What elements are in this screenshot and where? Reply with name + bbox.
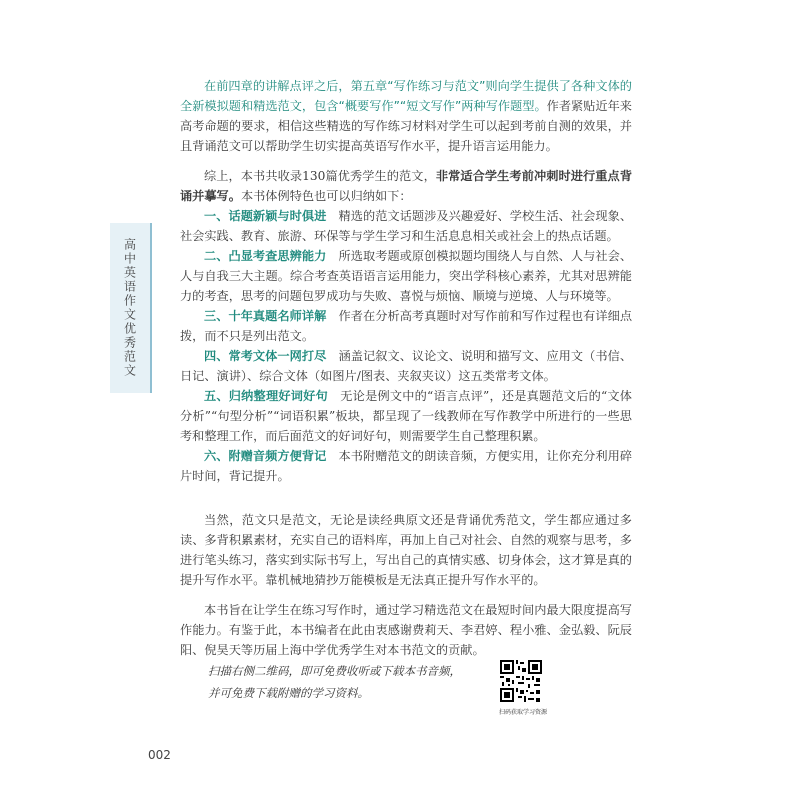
feature-item: [180, 346, 632, 386]
summary-plain: 综上，本书共收录130篇优秀学生的范文，: [204, 169, 436, 183]
intro-paragraph: [180, 76, 632, 156]
closing-paragraph: 当然，范文只是范文，无论是读经典原文还是背诵优秀范文，学生都应通过多读、多背积累素材，充实自己的语料库，再加上自己对社会、自然的观察与思考，多进行笔头练习，落实到实际书写上，写出自己的真情实感、切身体会，这才算是真的提升写作水平。靠机械地猜抄万能模板是无法真正提升写作水平的。: [180, 513, 632, 587]
page-body: [180, 76, 632, 660]
feature-heading: 五、归纳整理好词好句: [204, 389, 328, 403]
feature-heading: 六、附赠音频方便背记: [204, 449, 327, 463]
summary-bold: 非常适合学生考前冲刺时进行重点背诵并摹写。: [180, 169, 633, 203]
feature-text: 作者在分析高考真题时对写作前和写作过程也有详细点拨，而不只是列出范文。: [180, 309, 633, 343]
feature-item: [180, 446, 632, 486]
side-tab-title: 高中英语作文优秀范文: [122, 238, 137, 378]
page-number: 002: [148, 748, 171, 762]
qr-line-1: 扫描右侧二维码，即可免费收听或下载本书音频，: [208, 664, 461, 678]
side-chapter-tab: [110, 223, 152, 393]
feature-heading: 三、十年真题名师详解: [204, 309, 327, 323]
feature-text: 本书附赠范文的朗读音频，方便实用，让你充分利用碎片时间，背记提升。: [180, 449, 633, 483]
feature-text: 涵盖记叙文、议论文、说明和描写文、应用文（书信、日记、演讲）、综合文体（如图片/图表、夹叙夹议）这五类常考文体。: [180, 349, 633, 383]
qr-code-block[interactable]: [498, 660, 548, 716]
qr-caption: 扫码获取学习资源: [498, 709, 547, 716]
feature-item: [180, 386, 632, 446]
feature-item: [180, 246, 632, 306]
feature-heading: 一、话题新颖与时俱进: [204, 209, 327, 223]
qr-code-icon[interactable]: [500, 660, 542, 702]
feature-text: 精选的范文话题涉及兴趣爱好、学校生活、社会现象、社会实践、教育、旅游、环保等与学生学习和生活息息相关或社会上的热点话题。: [180, 209, 633, 243]
intro-rest: 作者紧贴近年来高考命题的要求，相信这些精选的写作练习材料对学生可以起到考前自测的效果，并且背诵范文可以帮助学生切实提高英语写作水平，提升语言运用能力。: [180, 99, 632, 153]
feature-item: [180, 306, 632, 346]
qr-section: [208, 660, 568, 730]
qr-line-2: 并可免费下载附赠的学习资料。: [208, 686, 369, 700]
summary-tail: 本书体例特色也可以归纳如下：: [240, 189, 412, 203]
feature-heading: 二、凸显考查思辨能力: [204, 249, 327, 263]
qr-instructions: [208, 660, 488, 704]
feature-text: 无论是例文中的“语言点评”，还是真题范文后的“文体分析”“句型分析”“词语积累”板块，都呈现了一线教师在写作教学中所进行的一些思考和整理工作，而后面范文的好词好句，则需要学生自己整理积累。: [180, 389, 632, 443]
feature-text: 所选取考题或原创模拟题均围绕人与自然、人与社会、人与自我三大主题。综合考查英语语言运用能力，突出学科核心素养，尤其对思辨能力的考查，思考的问题包罗成功与失败、喜悦与烦恼、顺境与逆境、人与环境等。: [180, 249, 633, 303]
intro-highlight: 在前四章的讲解点评之后，第五章“写作练习与范文”则向学生提供了各种文体的全新模拟题和精选范文，包含“概要写作”“短文写作”两种写作题型。: [180, 79, 632, 113]
summary-paragraph: [180, 166, 632, 206]
feature-heading: 四、常考文体一网打尽: [204, 349, 327, 363]
feature-item: [180, 206, 632, 246]
closing-paragraph: 本书旨在让学生在练习写作时，通过学习精选范文在最短时间内最大限度提高写作能力。有鉴于此，本书编者在此由衷感谢费莉天、李君婷、程小雅、金弘毅、阮辰阳、倪昊天等历届上海中学优秀学生对本书范文的贡献。: [180, 603, 632, 657]
